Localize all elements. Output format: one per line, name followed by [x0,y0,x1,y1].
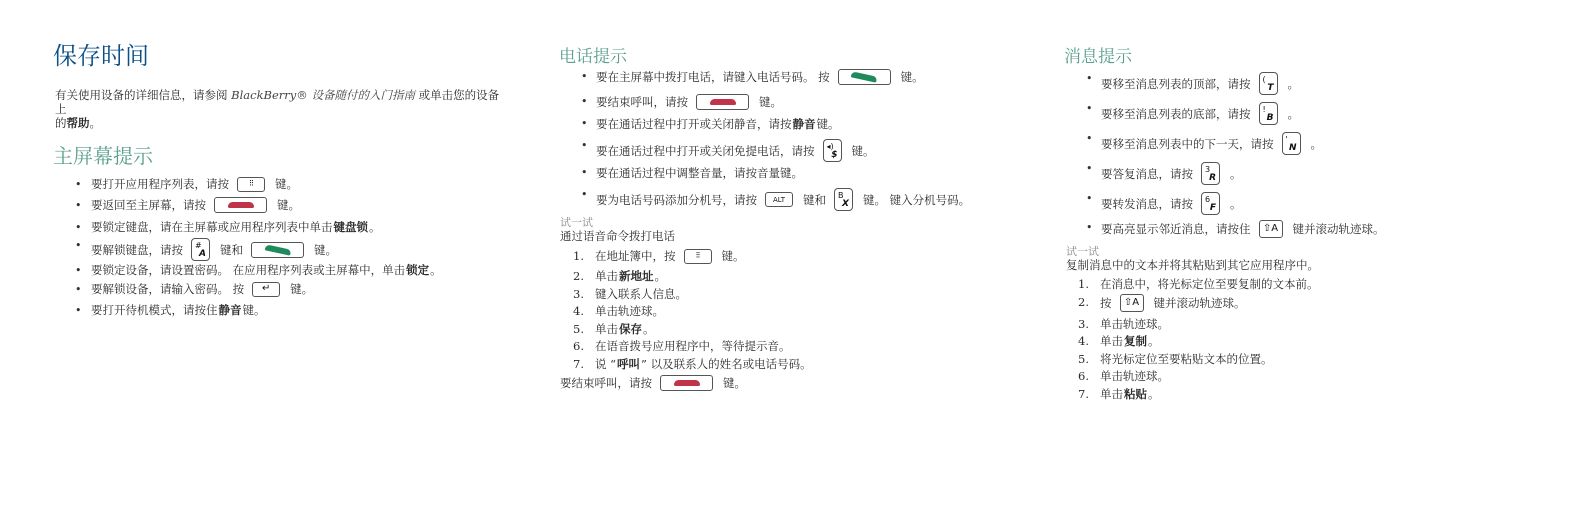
send-key-icon [251,242,304,258]
step [595,248,745,264]
mute-term: 静音 [218,303,242,317]
item-text: 要锁定设备，请设置密码。 在应用程序列表或主屏幕中，单击 [91,263,406,277]
end-phone-icon [674,380,700,386]
list-item [91,176,298,192]
step [595,303,664,319]
step-number: 6. [573,339,584,353]
step-text: 。 [1148,334,1160,348]
bullet: • [581,117,588,130]
intro-paragraph [55,88,510,130]
list-item [596,139,875,162]
r-key-icon: 3 R [1201,162,1220,185]
item-text: 键。 [242,303,266,317]
bullet: • [1086,72,1093,85]
end-text: 要结束呼叫，请按 [560,376,652,390]
item-text: 键。 [314,242,337,257]
step-text: 单击 [1100,334,1123,348]
list-item [91,302,266,318]
step-text: 单击轨迹球。 [595,304,664,318]
list-item [91,219,381,235]
step-text: 说 “ [595,357,617,371]
item-text: 要解锁设备，请输入密码。 按 [91,282,245,296]
item-text: 要高亮显示邻近消息，请按住 [1101,222,1251,236]
lock-term: 锁定 [406,263,430,277]
step [1100,351,1273,367]
send-phone-icon [264,244,291,255]
list-item [91,281,313,297]
list-item [1101,192,1242,215]
step [1100,276,1319,292]
step-text: 。 [643,322,655,336]
t-key-icon: ( T [1259,72,1278,95]
step-number: 4. [1078,334,1089,348]
page-title: 保存时间 [53,42,149,70]
step [1100,333,1160,349]
bullet: • [581,95,588,108]
step [595,321,655,337]
step [595,286,687,302]
step-text: 将光标定位至要粘贴文本的位置。 [1100,352,1273,366]
bullet: • [1086,192,1093,205]
item-text: 。 [1230,166,1242,181]
bullet: • [1086,162,1093,175]
step [1100,386,1160,402]
item-text: 要移至消息列表的底部，请按 [1101,106,1251,121]
item-text: 键。 [290,282,314,296]
step-number: 2. [1078,295,1089,309]
b-key-icon: ! B [1259,102,1278,125]
step-number: 5. [1078,352,1089,366]
mute-term: 静音 [792,117,816,131]
bullet: • [75,221,82,234]
try-it-title: 通过语音命令拨打电话 [560,229,675,243]
list-item [1101,220,1385,238]
step-text: ” 以及联系人的姓名或电话号码。 [641,357,812,371]
bullet: • [75,178,82,191]
phone-tips-heading: 电话提示 [559,47,627,67]
step-number: 7. [573,357,584,371]
item-text: 要解锁键盘，请按 [91,242,183,257]
step [1100,316,1169,332]
menu-key-icon: ⁝⁝ [237,177,265,192]
step-number: 1. [573,249,584,263]
step-text: 在消息中，将光标定位至要复制的文本前。 [1100,277,1319,291]
step-text: 单击轨迹球。 [1100,369,1169,383]
list-item [596,94,782,110]
help-term: 帮助 [66,116,90,130]
step [1100,368,1169,384]
item-text: 要为电话号码添加分机号，请按 [596,192,757,207]
step-text: 。 [1148,387,1160,401]
step-text: 按 [1100,296,1112,310]
item-text: 要结束呼叫，请按 [596,95,688,109]
list-item [91,262,442,278]
item-text: 。 [1287,76,1299,91]
bullet: • [581,139,588,152]
bullet: • [581,166,588,179]
bullet: • [1086,132,1093,145]
item-text: 键和 [220,242,243,257]
step-text: 键入联系人信息。 [595,287,687,301]
item-text: 键并滚动轨迹球。 [1292,222,1385,236]
try-it-label: 试一试 [560,216,593,229]
copy-term: 复制 [1124,334,1147,348]
alt-key-icon: ALT [765,192,793,207]
intro-text: 有关使用设备的详细信息，请参阅 [55,88,228,102]
list-item [1101,132,1322,155]
item-text: 键。 [816,117,840,131]
menu-key-icon: ⁝⁝ [684,249,712,264]
f-key-icon: 6 F [1201,192,1220,215]
item-text: 。 [430,263,442,277]
item-text: 键。 键入分机号码。 [863,192,971,207]
step-text: 单击轨迹球。 [1100,317,1169,331]
item-text: 要在通话过程中打开或关闭静音，请按 [596,117,792,131]
list-item [596,116,840,132]
item-text: 要打开应用程序列表，请按 [91,177,229,191]
step-number: 3. [1078,317,1089,331]
try-it-label: 试一试 [1066,245,1099,258]
step [595,338,791,354]
item-text: 要移至消息列表中的下一天，请按 [1101,136,1274,151]
item-text: 键。 [277,198,300,212]
end-call-line [560,375,746,391]
end-text: 键。 [723,376,746,390]
item-text: 要在主屏幕中拨打电话，请键入电话号码。 按 [596,70,830,84]
list-item [91,238,337,261]
return-key-icon: ↵ [252,282,280,297]
step-number: 2. [573,269,584,283]
item-text: 键和 [803,192,826,207]
n-key-icon: ' N [1282,132,1301,155]
shift-key-icon: ⇧A [1120,294,1144,312]
end-call-key-icon [214,197,267,213]
list-item [1101,72,1299,95]
end-phone-icon [710,99,736,105]
step-number: 4. [573,304,584,318]
step-text: 。 [654,269,666,283]
step-text: 单击 [1100,387,1123,401]
bullet: • [75,239,82,252]
list-item [596,69,924,85]
step-text: 单击 [595,269,618,283]
step-number: 5. [573,322,584,336]
step-text: 在语音拨号应用程序中，等待提示音。 [595,339,791,353]
item-text: 键。 [851,143,875,158]
end-call-key-icon [660,375,713,391]
item-text: 要打开待机模式，请按住 [91,303,218,317]
step [1100,294,1246,312]
shift-key-icon: ⇧A [1259,220,1283,238]
save-term: 保存 [619,322,642,336]
item-text: 。 [1287,106,1299,121]
send-phone-icon [851,71,878,82]
call-term: 呼叫 [617,357,641,371]
hash-key-icon: # A [191,238,210,261]
bullet: • [581,70,588,83]
intro-text-2: 或单击您的设备上 [55,88,500,116]
home-tips-heading: 主屏幕提示 [53,144,153,168]
guide-title: BlackBerry® 设备随付的入门指南 [231,88,415,102]
step-text: 单击 [595,322,618,336]
item-text: 要在通话过程中调整音量，请按音量键。 [596,166,803,180]
item-text: 要在通话过程中打开或关闭免提电话，请按 [596,143,815,158]
item-text: 。 [1310,136,1322,151]
new-address-term: 新地址 [619,269,654,283]
speaker-key-icon: ◂) $ [823,139,842,162]
step-text: 键。 [721,249,745,263]
message-tips-heading: 消息提示 [1064,47,1132,67]
intro-end: 。 [89,116,101,130]
bullet: • [1086,102,1093,115]
list-item [596,188,970,211]
step-number: 3. [573,287,584,301]
bullet: • [75,199,82,212]
step-number: 6. [1078,369,1089,383]
x-key-icon: B X [834,188,853,211]
paste-term: 粘贴 [1124,387,1147,401]
step-text: 键并滚动轨迹球。 [1153,296,1246,310]
try-it-title: 复制消息中的文本并将其粘贴到其它应用程序中。 [1066,258,1319,272]
step-text: 在地址簿中，按 [595,249,676,263]
item-text: 。 [369,220,381,234]
list-item [91,197,300,213]
item-text: 键。 [759,95,782,109]
bullet: • [75,283,82,296]
item-text: 要答复消息，请按 [1101,166,1193,181]
item-text: 要移至消息列表的顶部，请按 [1101,76,1251,91]
intro-text-3: 的 [55,116,67,130]
list-item [596,165,803,181]
bullet: • [581,188,588,201]
item-text: 。 [1230,196,1242,211]
step [595,356,812,372]
step-number: 1. [1078,277,1089,291]
bullet: • [75,264,82,277]
end-phone-icon [228,202,254,208]
list-item [1101,162,1242,185]
send-key-icon [838,69,891,85]
bullet: • [75,304,82,317]
end-call-key-icon [696,94,749,110]
list-item [1101,102,1299,125]
item-text: 键。 [900,70,924,84]
item-text: 要转发消息，请按 [1101,196,1193,211]
item-text: 要返回至主屏幕，请按 [91,198,206,212]
item-text: 键。 [275,177,298,191]
step [595,268,666,284]
bullet: • [1086,221,1093,234]
item-text: 要锁定键盘，请在主屏幕或应用程序列表中单击 [91,220,333,234]
step-number: 7. [1078,387,1089,401]
keyboard-lock-term: 键盘锁 [333,220,368,234]
